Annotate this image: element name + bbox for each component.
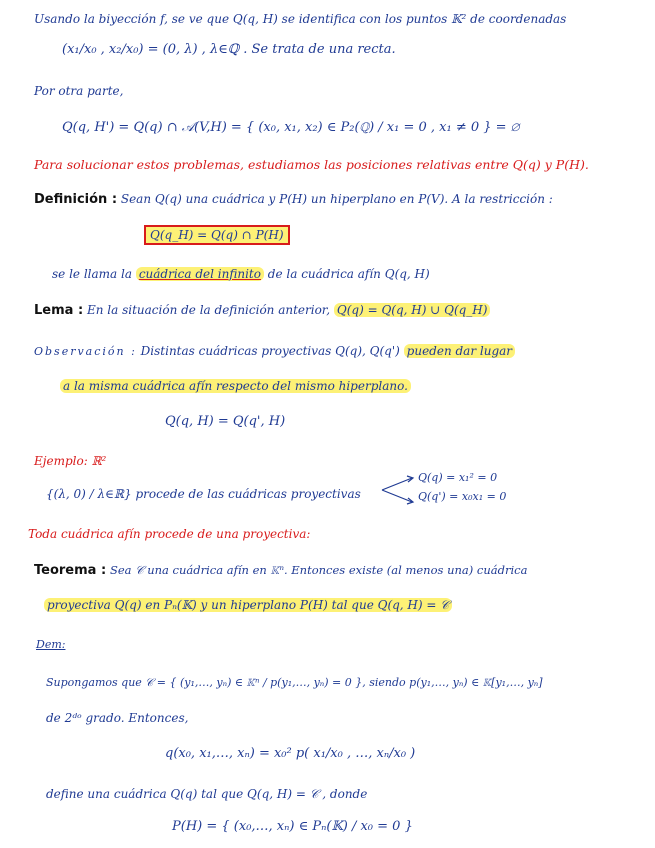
observacion-text: Distintas cuádricas proyectivas Q(q), Q(q') [140, 344, 404, 358]
teorema-highlight: proyectiva Q(q) en Pₙ(𝕂) y un hiperplano P(H) tal que Q(q, H) = 𝒞 [44, 598, 452, 612]
observacion-label: Observación : [34, 345, 137, 358]
observacion-equation: Q(q, H) = Q(q', H) [165, 414, 286, 429]
text-line-por-otra-parte: Por otra parte, [34, 84, 124, 98]
lema-label: Lema : [34, 303, 84, 318]
infinito-text-c: de la cuádrica afín Q(q, H) [263, 267, 430, 281]
definition-box: Q(q_H) = Q(q) ∩ P(H) [144, 225, 290, 245]
dem-line-4: define una cuádrica Q(q) tal que Q(q, H) = 𝒞 , donde [46, 787, 368, 801]
definition-line [34, 192, 553, 208]
definition-text: Sean Q(q) una cuádrica y P(H) un hiperplano en P(V). A la restricción : [120, 192, 553, 206]
infinito-highlight: cuádrica del infinito [136, 267, 264, 281]
infinito-text-a: se le llama la [52, 267, 136, 281]
ejemplo-quadric-1: Q(q) = x₁² = 0 [418, 471, 498, 484]
text-line-solucionar: Para solucionar estos problemas, estudiamos las posiciones relativas entre Q(q) y P(H). [34, 157, 589, 172]
dem-formula-ph: P(H) = { (x₀,…, xₙ) ∈ Pₙ(𝕂) / x₀ = 0 } [172, 819, 413, 834]
dem-line-2: de 2ᵈᵒ grado. Entonces, [46, 711, 189, 725]
teorema-text: Sea 𝒞 una cuádrica afín en 𝕂ⁿ. Entonces existe (al menos una) cuádrica [110, 563, 528, 577]
observacion-line-2 [60, 379, 411, 393]
text-line-coordinates: (x₁/x₀ , x₂/x₀) = (0, λ) , λ∈ℚ . Se trata de una recta. [62, 42, 396, 57]
ejemplo-arrows-icon [380, 472, 416, 508]
demostracion-label: Dem: [36, 638, 66, 651]
dem-formula-q: q(x₀, x₁,…, xₙ) = x₀² p( x₁/x₀ , …, xₙ/x₀ ) [165, 746, 416, 761]
lema-line [34, 303, 490, 319]
observacion-highlight-2: a la misma cuádrica afín respecto del mismo hiperplano. [60, 379, 411, 393]
dem-line-1: Supongamos que 𝒞 = { (y₁,…, yₙ) ∈ 𝕂ⁿ / p(y₁,…, yₙ) = 0 }, siendo p(y₁,…, yₙ) ∈ 𝕂[y₁,…, yₙ] [46, 676, 543, 689]
formula-empty-intersection: Q(q, H') = Q(q) ∩ 𝒜(V,H) = { (x₀, x₁, x₂) ∈ P₂(ℚ) / x₁ = 0 , x₁ ≠ 0 } = ∅ [62, 120, 520, 135]
lema-text: En la situación de la definición anterior, [86, 303, 331, 317]
ejemplo-text: {(λ, 0) / λ∈ℝ} procede de las cuádricas proyectivas [46, 487, 361, 501]
ejemplo-label: Ejemplo: ℝ² [34, 454, 107, 468]
observacion-line [34, 344, 515, 358]
text-line-biyeccion: Usando la biyección f, se ve que Q(q, H) se identifica con los puntos 𝕂² de coordenadas [34, 12, 567, 26]
teorema-line-2 [44, 598, 452, 612]
definition-box-wrapper [144, 228, 290, 242]
lema-highlight: Q(q) = Q(q, H) ∪ Q(q_H) [334, 303, 491, 317]
ejemplo-quadric-2: Q(q') = x₀x₁ = 0 [418, 490, 507, 503]
observacion-highlight-1: pueden dar lugar [404, 344, 515, 358]
teorema-line [34, 563, 527, 579]
teorema-label: Teorema : [34, 563, 107, 578]
text-line-infinito [52, 267, 430, 281]
text-line-toda-cuadrica: Toda cuádrica afín procede de una proyectiva: [28, 527, 311, 541]
definition-label: Definición : [34, 192, 118, 207]
